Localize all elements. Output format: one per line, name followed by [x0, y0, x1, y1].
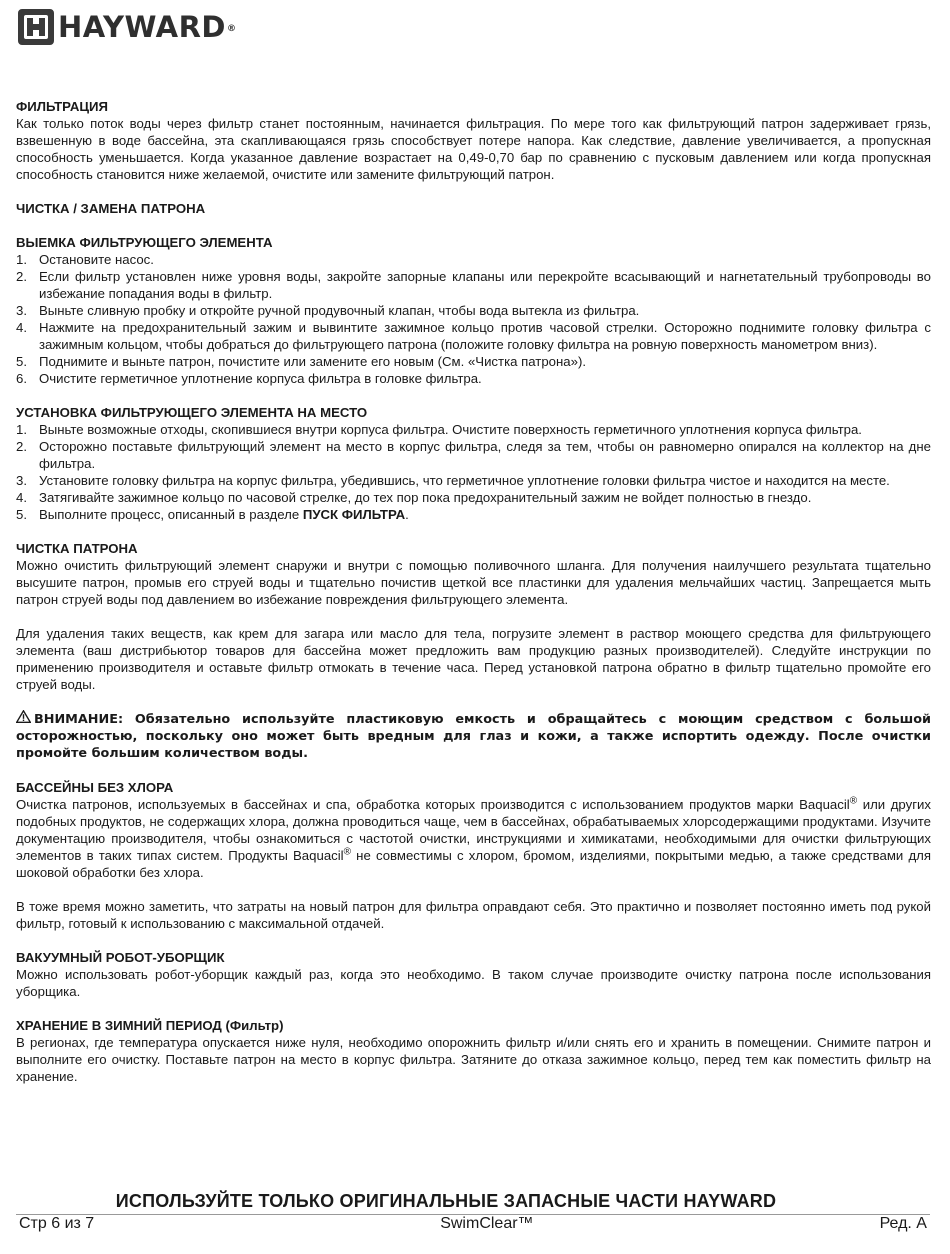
winter-storage-paragraph: В регионах, где температура опускается ниже нуля, необходимо опорожнить фильтр и/или снять его и хранить в помещении. Снимите патрон и выполните его очистку. Поставьте патрон на место в корпус фильтра. Затяните до отказа зажимное кольцо, перед тем как поместить фильтр на хранение.: [16, 1035, 931, 1084]
filter-startup-reference: ПУСК ФИЛЬТРА: [302, 507, 406, 522]
section-heading-robot-cleaner: ВАКУУМНЫЙ РОБОТ-УБОРЩИК: [16, 950, 225, 965]
chlorine-free-paragraph-2: В тоже время можно заметить, что затраты на новый патрон для фильтра оправдают себя. Это практично и позволяет постоянно иметь под рукой фильтр, готовый к использованию с максимальной отдачей.: [16, 899, 931, 931]
section-heading-removal: ВЫЕМКА ФИЛЬТРУЮЩЕГО ЭЛЕМЕНТА: [16, 235, 273, 250]
warning-triangle-icon: [16, 710, 31, 728]
list-item: 1. Остановите насос.: [16, 252, 154, 267]
section-heading-winter-storage: ХРАНЕНИЕ В ЗИМНИЙ ПЕРИОД (Фильтр): [16, 1018, 284, 1033]
list-item: 3. Установите головку фильтра на корпус фильтра, убедившись, что герметичное уплотнение головки фильтра чистое и находится на месте.: [16, 473, 890, 488]
list-item: 4. Нажмите на предохранительный зажим и вывинтите зажимное кольцо против часовой стрелки. Осторожно поднимите головку фильтра с зажимным кольцом, чтобы добраться до фильтрующего патрона (положите головку фильтра на ровную поверхность манометром вниз).: [16, 320, 931, 352]
list-item: 2. Если фильтр установлен ниже уровня воды, закройте запорные клапаны или перекройте всасывающий и нагнетательный трубопроводы во избежание попадания воды в фильтр.: [16, 269, 931, 301]
warning-label: ВНИМАНИЕ:: [34, 712, 124, 727]
section-heading-cartridge-cleaning: ЧИСТКА ПАТРОНА: [16, 541, 138, 556]
page-number: Стр 6 из 7: [19, 1215, 95, 1232]
list-item: 2. Осторожно поставьте фильтрующий элемент на место в корпус фильтра, следя за тем, чтобы он равномерно опирался на коллектор на дне фильтра.: [16, 439, 931, 471]
section-heading-filtration: ФИЛЬТРАЦИЯ: [16, 99, 108, 114]
section-heading-installation: УСТАНОВКА ФИЛЬТРУЮЩЕГО ЭЛЕМЕНТА НА МЕСТО: [16, 405, 368, 420]
chlorine-free-paragraph-1: Очистка патронов, используемых в бассейнах и спа, обработка которых производится с использованием продуктов марки Baquacil® или других подобных продуктов, не содержащих хлора, должна проводиться чаще, чем в бассейнах, обрабатываемых хлорсодержащими продуктами. Изучите документацию производителя, чтобы ознакомиться с частотой очистки, инструкциями и химикатами, необходимыми для очистки фильтрующих элементов в таких типах систем. Продукты Baquacil® не совместимы с хлором, бромом, изделиями, покрытыми медью, а также средствами для шоковой обработки без хлора.: [16, 795, 931, 880]
warning-text: Обязательно используйте пластиковую емкость и обращайтесь с моющим средством с большой осторожностью, поскольку оно может быть вредным для глаз и кожи, а также испортить одежду. После очистки промойте большим количеством воды.: [16, 712, 931, 761]
product-name: SwimClear™: [440, 1215, 534, 1232]
hayward-h-mark-icon: [18, 9, 54, 45]
cartridge-cleaning-paragraph-2: Для удаления таких веществ, как крем для загара или масло для тела, погрузите элемент в раствор моющего средства для фильтрующего элемента (ваш дистрибьютор товаров для бассейна может предложить вам продукцию разных производителей). Следуйте инструкции по применению производителя и оставьте фильтр отмокать в течение часа. Перед установкой патрона обратно в фильтр тщательно промойте его струей воды.: [16, 626, 931, 692]
list-item: 3. Выньте сливную пробку и откройте ручной продувочный клапан, чтобы вода вытекла из фильтра.: [16, 303, 640, 318]
warning-paragraph: [16, 710, 931, 762]
section-heading-cleaning-replacement: ЧИСТКА / ЗАМЕНА ПАТРОНА: [16, 201, 206, 216]
robot-cleaner-paragraph: Можно использовать робот-уборщик каждый раз, когда это необходимо. В таком случае производите очистку патрона после использования уборщика.: [16, 967, 931, 999]
installation-steps-list: [16, 421, 931, 523]
list-item: 5. Поднимите и выньте патрон, почистите или замените его новым (См. «Чистка патрона»).: [16, 354, 587, 369]
revision: Ред. A: [879, 1215, 927, 1232]
list-item: 6. Очистите герметичное уплотнение корпуса фильтра в головке фильтра.: [16, 371, 482, 386]
list-item: 1. Выньте возможные отходы, скопившиеся внутри корпуса фильтра. Очистите поверхность герметичного уплотнения корпуса фильтра.: [16, 422, 862, 437]
hayward-logo: [18, 9, 236, 45]
section-heading-chlorine-free: БАССЕЙНЫ БЕЗ ХЛОРА: [16, 780, 174, 795]
removal-steps-list: [16, 251, 931, 387]
footer-title: ИСПОЛЬЗУЙТЕ ТОЛЬКО ОРИГИНАЛЬНЫЕ ЗАПАСНЫЕ ЧАСТИ HAYWARD: [115, 1191, 777, 1211]
cartridge-cleaning-paragraph-1: Можно очистить фильтрующий элемент снаружи и внутри с помощью поливочного шланга. Для получения наилучшего результата тщательно высушите патрон, промыв его струей воды и тщательно почистив щеткой все пластинки для удаления мельчайших частиц. Запрещается мыть патрон струей воды под давлением во избежание повреждения фильтрующего элемента.: [16, 558, 931, 607]
list-item: 4. Затягивайте зажимное кольцо по часовой стрелке, до тех пор пока предохранительный зажим не войдет полностью в гнездо.: [16, 490, 812, 505]
logo-text: HAYWARD®: [58, 10, 237, 44]
footer-row: [19, 1215, 927, 1233]
filtration-paragraph: Как только поток воды через фильтр станет постоянным, начинается фильтрация. По мере того как фильтрующий патрон задерживает грязь, взвешенную в воде бассейна, эта скапливающаяся грязь способствует потере напора. Как следствие, давление увеличивается, а пропускная способность уменьшается. Когда указанное давление возрастает на 0,49-0,70 бар по сравнению с пусковым давлением или когда пропускная способность становится ниже желаемой, очистите или замените фильтрующий патрон.: [16, 116, 931, 182]
list-item: 5. Выполните процесс, описанный в разделе ПУСК ФИЛЬТРА.: [16, 507, 409, 522]
document-body: [16, 98, 931, 1085]
